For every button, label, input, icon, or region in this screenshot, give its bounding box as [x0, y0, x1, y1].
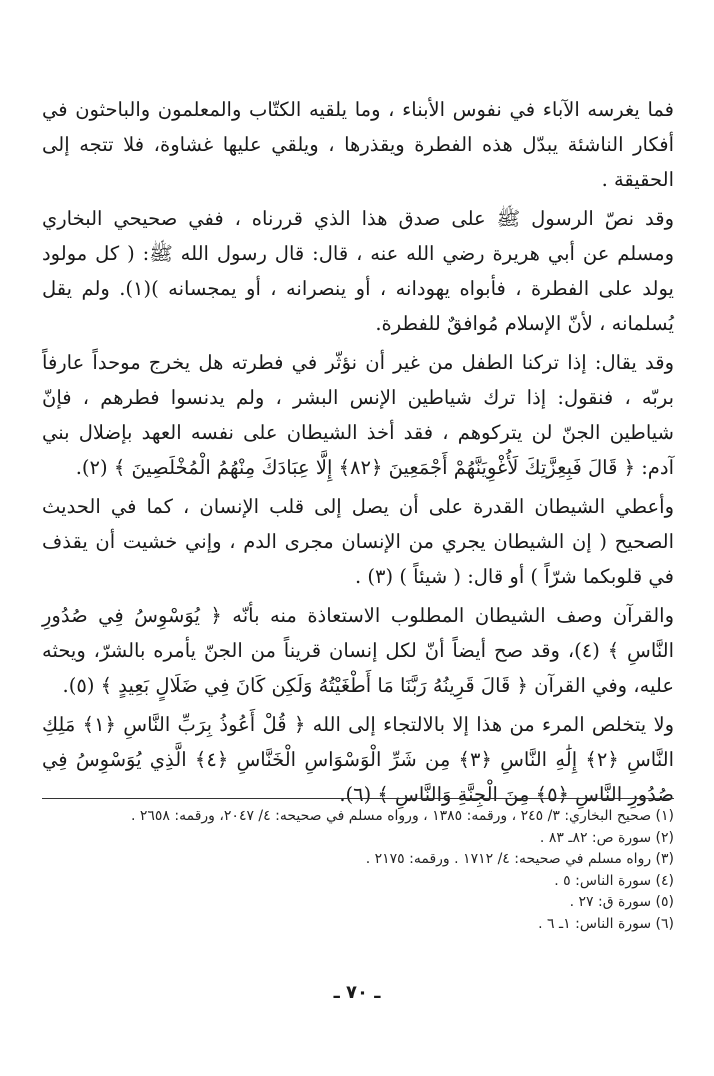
paragraph: وقد يقال: إذا تركنا الطفل من غير أن نؤثّر في فطرته هل يخرج موحداً عارفاً بربّه ، فنقول: إذا ترك شياطين الإنس البشر ، ولم يدنسوا فطرهم ، فإنّ شياطين الجنّ لن يتركوهم ، فقد أخذ الشيطان على نفسه العهد بإضلال بني آدم: ﴿ قَالَ فَبِعِزَّتِكَ لَأُغْوِيَنَّهُمْ أَجْمَعِينَ ﴿٨٢﴾ إِلَّا عِبَادَكَ مِنْهُمُ الْمُخْلَصِينَ ﴾ (٢).	[42, 351, 674, 479]
footnote: (٣) رواه مسلم في صحيحه: ٤/ ١٧١٢ . ورقمه: ٢١٧٥ .	[365, 851, 674, 867]
paragraph: وقد نصّ الرسول ﷺ على صدق هذا الذي قررناه ، ففي صحيحي البخاري ومسلم عن أبي هريرة رضي الله عنه ، قال: قال رسول الله ﷺ: ( كل مولود يولد على الفطرة ، فأبواه يهودانه ، أو ينصرانه ، أو يمجسانه )(١). ولم يقل يُسلمانه ، لأنّ الإسلام مُوافقٌ للفطرة.	[42, 207, 674, 335]
footnote: (٦) سورة الناس: ١ـ ٦ .	[538, 915, 674, 932]
footnote: (٢) سورة ص: ٨٢ـ ٨٣ .	[539, 829, 674, 846]
paragraph: والقرآن وصف الشيطان المطلوب الاستعاذة منه بأنّه ﴿ يُوَسْوِسُ فِي صُدُورِ النَّاسِ ﴾ (٤)، وقد صح أيضاً أنّ لكل إنسان قريناً من الجنّ يأمره بالشرّ، ويحثه عليه، وفي القرآن ﴿ قَالَ قَرِينُهُ رَبَّنَا مَا أَطْغَيْتُهُ وَلَكِن كَانَ فِي ضَلَالٍ بَعِيدٍ ﴾ (٥).	[42, 604, 674, 697]
page-number: ـ ٧٠ ـ	[333, 982, 381, 1003]
footnotes	[42, 806, 674, 935]
footnote: (٥) سورة ق: ٢٧ .	[569, 894, 674, 910]
paragraph: ولا يتخلص المرء من هذا إلا بالالتجاء إلى الله ﴿ قُلْ أَعُوذُ بِرَبِّ النَّاسِ ﴿١﴾ مَلِكِ النَّاسِ ﴿٢﴾ إِلَٰهِ النَّاسِ ﴿٣﴾ مِن شَرِّ الْوَسْوَاسِ الْخَنَّاسِ ﴿٤﴾ الَّذِي يُوَسْوِسُ فِي صُدُورِ النَّاسِ ﴿٥﴾ مِنَ الْجِنَّةِ وَالنَّاسِ ﴾ (٦).	[42, 713, 674, 806]
footnote: (٤) سورة الناس: ٥ .	[554, 872, 674, 889]
paragraph: وأعطي الشيطان القدرة على أن يصل إلى قلب الإنسان ، كما في الحديث الصحيح ( إن الشيطان يجري من الإنسان مجرى الدم ، وإني خشيت أن يقذف في قلوبكما شرّاً ) أو قال: ( شيئاً ) (٣) .	[42, 495, 674, 588]
paragraph: فما يغرسه الآباء في نفوس الأبناء ، وما يلقيه الكتّاب والمعلمون والباحثون في أفكار الناشئة يبدّل هذه الفطرة ويقذرها ، ويلقي عليها غشاوة، فلا تتجه إلى الحقيقة .	[42, 98, 674, 191]
main-text	[42, 92, 674, 816]
footnote: (١) صحيح البخاري: ٣/ ٢٤٥ ، ورقمه: ١٣٨٥ ، ورواه مسلم في صحيحه: ٤/ ٢٠٤٧، ورقمه: ٢٦٥٨ .	[130, 808, 674, 824]
footnote-divider	[42, 798, 674, 799]
